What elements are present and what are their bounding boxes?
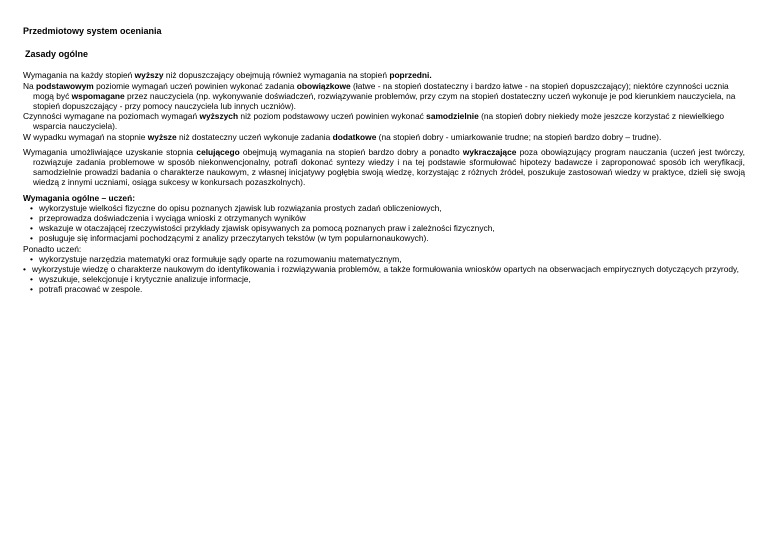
paragraph-5: Wymagania umożliwiające uzyskanie stopnia celującego obejmują wymagania na stopień bardzo dobry a ponadto wykraczające poza obowiązujący program nauczania (uczeń jest twórczy, rozwiązuje zadania problemowe w sposób niekonwencjonalny, potrafi dokonać syntezy wiedzy i na tej podstawie sformułować hipotezy badawcze i zaproponować sposób ich weryfikacji, samodzielnie prowadzi badania o charakterze naukowym, z własnej inicjatywy pogłębia swoją wiedzę, korzystając z różnych źródeł, poszukuje zastosowań wiedzy w praktyce, dzieli się swoją wiedzą z innymi uczniami, osiąga sukcesy w konkursach pozaszkolnych). [23,146,745,188]
list-item: • wykorzystuje narzędzia matematyki oraz formułuje sądy oparte na rozumowaniu matematycznym, [23,254,745,264]
requirements-heading: Wymagania ogólne – uczeń: [23,192,135,203]
section-subtitle: Zasady ogólne [25,49,89,60]
list-item: • wskazuje w otaczającej rzeczywistości przykłady zjawisk opisywanych za pomocą poznanych praw i zależności fizycznych, [23,223,745,233]
additional-list [23,254,745,295]
paragraph-2: Na podstawowym poziomie wymagań uczeń powinien wykonać zadania obowiązkowe (łatwe - na stopień dostateczny i bardzo łatwe - na stopień dopuszczający); niektóre czynności ucznia mogą być wspomagane przez nauczyciela (np. wykonywanie doświadczeń, rozwiązywanie problemów, przy czym na stopień dostateczny uczeń wykonuje je pod kierunkiem nauczyciela, na stopień dopuszczający - przy pomocy nauczyciela lub innych uczniów). [23,80,736,112]
requirements-list [23,203,745,244]
paragraph-1: Wymagania na każdy stopień wyższy niż dopuszczający obejmują również wymagania na stopień poprzedni. [23,70,432,81]
document-body [23,26,745,295]
list-item: • wyszukuje, selekcjonuje i krytycznie analizuje informacje, [23,274,745,284]
additional-heading: Ponadto uczeń: [23,243,82,254]
paragraph-4: W wypadku wymagań na stopnie wyższe niż dostateczny uczeń wykonuje zadania dodatkowe (na stopień dobry - umiarkowanie trudne; na stopień bardzo dobry – trudne). [23,131,662,142]
list-item: • posługuje się informacjami pochodzącymi z analizy przeczytanych tekstów (w tym popularnonaukowych). [23,233,745,243]
list-item: • potrafi pracować w zespole. [23,284,745,294]
list-item: • przeprowadza doświadczenia i wyciąga wnioski z otrzymanych wyników [23,213,745,223]
document-title: Przedmiotowy system oceniania [23,26,162,36]
list-item: • wykorzystuje wielkości fizyczne do opisu poznanych zjawisk lub rozwiązania prostych zadań obliczeniowych, [23,203,745,213]
list-item: • wykorzystuje wiedzę o charakterze naukowym do identyfikowania i rozwiązywania problemów, a także formułowania wniosków opartych na obserwacjach empirycznych dotyczących przyrody, [23,264,745,274]
paragraph-3: Czynności wymagane na poziomach wymagań wyższych niż poziom podstawowy uczeń powinien wykonać samodzielnie (na stopień dobry niekiedy może jeszcze korzystać z niewielkiego wsparcia nauczyciela). [23,111,725,132]
